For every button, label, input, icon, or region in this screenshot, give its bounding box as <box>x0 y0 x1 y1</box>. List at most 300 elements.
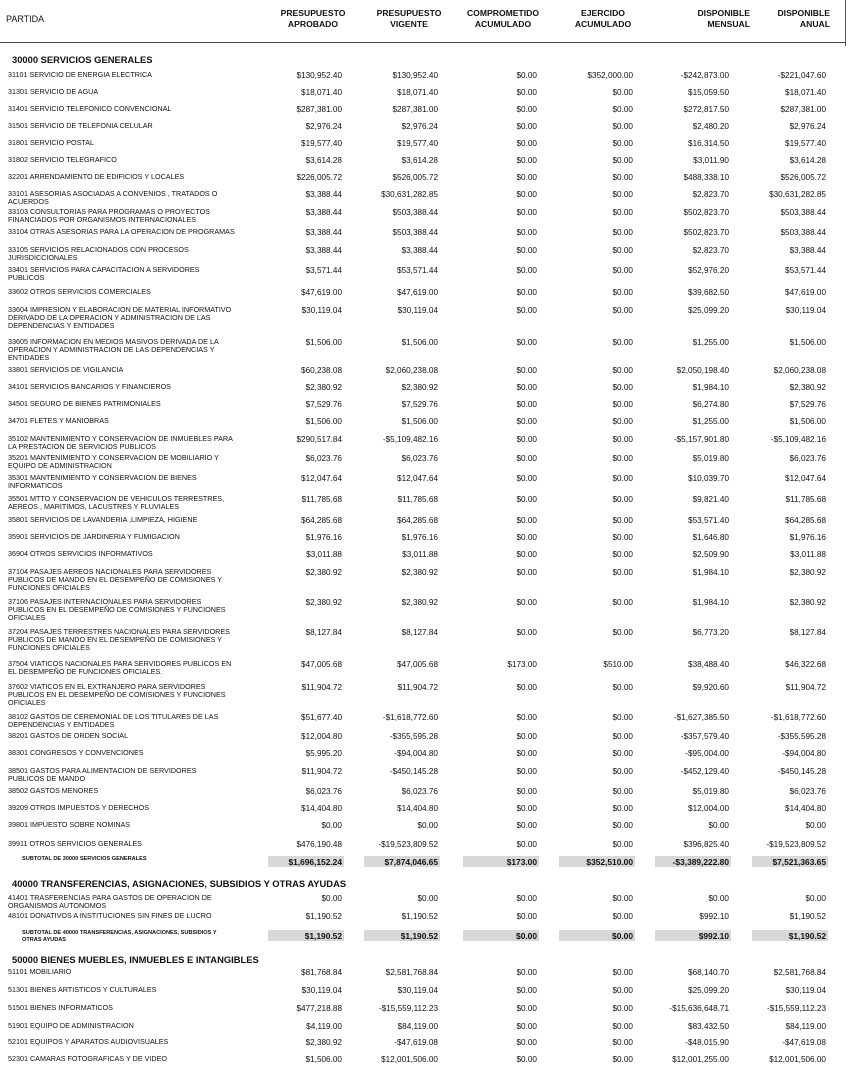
row-label: 35102 MANTENIMIENTO Y CONSERVACION DE INMUEBLES PARA LA PRESTACION DE SERVICIOS PUBLICOS <box>8 434 233 452</box>
vigente-cell: $2,976.24 <box>401 122 438 131</box>
comprometido-cell: $0.00 <box>516 338 537 347</box>
disponible-anual-cell: $3,388.44 <box>789 246 826 255</box>
row-label: 40000 TRANSFERENCIAS, ASIGNACIONES, SUBSIDIOS Y OTRAS AYUDAS <box>12 878 347 889</box>
ejercido-cell: $0.00 <box>612 767 633 776</box>
disponible-mensual-cell: $2,480.20 <box>692 122 729 131</box>
disponible-anual-cell: -$5,109,482.16 <box>770 435 826 444</box>
aprobado-cell: $51,677.40 <box>301 713 342 722</box>
aprobado-cell: $4,119.00 <box>306 1022 342 1031</box>
disponible-anual-cell: $0.00 <box>805 821 826 830</box>
vigente-cell: $503,388.44 <box>392 208 438 217</box>
disponible-anual-cell: $84,119.00 <box>785 1022 826 1031</box>
comprometido-cell: $0.00 <box>516 804 537 813</box>
comprometido-cell: $0.00 <box>516 821 537 830</box>
comprometido-cell: $0.00 <box>516 1004 537 1013</box>
ejercido-cell: $0.00 <box>612 568 633 577</box>
row-label: 51301 BIENES ARTISTICOS Y CULTURALES <box>8 985 157 994</box>
row-label: 37106 PASAJES INTERNACIONALES PARA SERVIDORES PUBLICOS EN EL DESEMPEÑO DE COMISIONES Y FUNCIONES OFICIALES <box>8 597 226 623</box>
aprobado-cell: $6,023.76 <box>305 787 342 796</box>
ejercido-cell: $0.00 <box>612 683 633 692</box>
disponible-mensual-cell: $10,039.70 <box>688 474 729 483</box>
comprometido-cell: $0.00 <box>516 516 537 525</box>
comprometido-cell: $0.00 <box>516 474 537 483</box>
disponible-mensual-cell: $992.10 <box>699 912 729 921</box>
aprobado-cell: $19,577.40 <box>301 139 342 148</box>
aprobado-cell: $0.00 <box>321 894 342 903</box>
ejercido-cell: $0.00 <box>612 139 633 148</box>
comprometido-cell: $0.00 <box>516 454 537 463</box>
disponible-anual-cell: -$94,004.80 <box>782 749 826 758</box>
row-label: 31101 SERVICIO DE ENERGIA ELECTRICA <box>8 70 152 79</box>
row-label: 38502 GASTOS MENORES <box>8 786 99 795</box>
disponible-mensual-cell: $39,682.50 <box>688 288 729 297</box>
header-presupuesto-vigente: PRESUPUESTO VIGENTE <box>376 8 442 29</box>
aprobado-cell: $130,952.40 <box>296 71 342 80</box>
vigente-cell: $3,614.28 <box>401 156 438 165</box>
vigente-cell: $2,380.92 <box>401 568 438 577</box>
vigente-cell: $12,001,506.00 <box>381 1055 438 1064</box>
vigente-cell: $30,119.04 <box>397 986 438 995</box>
aprobado-cell: $47,619.00 <box>301 288 342 297</box>
disponible-mensual-cell: $25,099.20 <box>688 306 729 315</box>
disponible-anual-cell: -$47,619.08 <box>782 1038 826 1047</box>
comprometido-cell: $0.00 <box>516 912 537 921</box>
disponible-anual-cell: $2,380.92 <box>789 383 826 392</box>
disponible-mensual-cell: -$15,636,648.71 <box>669 1004 729 1013</box>
disponible-anual-cell: -$450,145.28 <box>777 767 826 776</box>
row-label: 38501 GASTOS PARA ALIMENTACION DE SERVIDORES PUBLICOS DE MANDO <box>8 766 197 784</box>
comprometido-cell: $0.00 <box>516 568 537 577</box>
disponible-anual-cell: $503,388.44 <box>780 208 826 217</box>
vigente-cell: -$19,523,809.52 <box>378 840 438 849</box>
aprobado-cell: $1,190.52 <box>305 912 342 921</box>
ejercido-cell: $0.00 <box>612 1022 633 1031</box>
disponible-anual-cell: $2,380.92 <box>789 598 826 607</box>
row-label: 36904 OTROS SERVICIOS INFORMATIVOS <box>8 549 153 558</box>
comprometido-cell: $0.00 <box>516 732 537 741</box>
ejercido-cell: $0.00 <box>612 474 633 483</box>
row-label: 52101 EQUIPOS Y APARATOS AUDIOVISUALES <box>8 1037 169 1046</box>
disponible-anual-cell: $1,190.52 <box>789 912 826 921</box>
disponible-mensual-cell: -$1,627,385.50 <box>673 713 729 722</box>
ejercido-cell: $0.00 <box>612 732 633 741</box>
aprobado-cell: $7,529.76 <box>305 400 342 409</box>
vigente-cell: $64,285.68 <box>397 516 438 525</box>
vigente-cell: $8,127.84 <box>401 628 438 637</box>
aprobado-cell: $11,904.72 <box>301 767 342 776</box>
row-label: 35901 SERVICIOS DE JARDINERIA Y FUMIGACION <box>8 532 180 541</box>
ejercido-cell: $0.00 <box>612 986 633 995</box>
row-label: 50000 BIENES MUEBLES, INMUEBLES E INTANGIBLES <box>12 954 259 965</box>
comprometido-cell: $0.00 <box>516 383 537 392</box>
disponible-mensual-cell: $9,920.60 <box>692 683 729 692</box>
comprometido-cell: $0.00 <box>516 208 537 217</box>
ejercido-cell: $0.00 <box>612 156 633 165</box>
ejercido-cell: $0.00 <box>612 173 633 182</box>
vigente-cell: $287,381.00 <box>392 105 438 114</box>
aprobado-cell: $8,127.84 <box>305 628 342 637</box>
ejercido-cell: $0.00 <box>612 713 633 722</box>
comprometido-cell: $0.00 <box>516 749 537 758</box>
comprometido-cell: $0.00 <box>516 306 537 315</box>
disponible-mensual-cell: $2,050,198.40 <box>676 366 729 375</box>
row-label: 37504 VIATICOS NACIONALES PARA SERVIDORES PUBLICOS EN EL DESEMPEÑO DE FUNCIONES OFICIALES. <box>8 659 232 677</box>
disponible-mensual-cell: $12,004.00 <box>688 804 729 813</box>
ejercido-cell: $0.00 <box>612 266 633 275</box>
aprobado-cell: $1,506.00 <box>305 417 342 426</box>
row-label: 31501 SERVICIO DE TELEFONIA CELULAR <box>8 121 153 130</box>
disponible-anual-cell: $1,506.00 <box>789 338 826 347</box>
disponible-anual-cell: -$221,047.60 <box>777 71 826 80</box>
comprometido-cell: $0.00 <box>516 767 537 776</box>
ejercido-cell: $0.00 <box>612 787 633 796</box>
row-label: 34701 FLETES Y MANIOBRAS <box>8 416 109 425</box>
vigente-cell: $47,005.68 <box>397 660 438 669</box>
disponible-anual-cell: $7,529.76 <box>789 400 826 409</box>
disponible-anual-cell: $503,388.44 <box>780 228 826 237</box>
disponible-mensual-cell: $2,509.90 <box>692 550 729 559</box>
row-label: 33401 SERVICIOS PARA CAPACITACION A SERVIDORES PUBLICOS <box>8 265 200 283</box>
disponible-anual-cell: $47,619.00 <box>785 288 826 297</box>
vigente-cell: $30,631,282.85 <box>381 190 438 199</box>
ejercido-cell: $0.00 <box>612 931 633 941</box>
vigente-cell: $1,976.16 <box>401 533 438 542</box>
aprobado-cell: $3,388.44 <box>305 208 342 217</box>
aprobado-cell: $3,388.44 <box>305 228 342 237</box>
vigente-cell: $1,506.00 <box>401 338 438 347</box>
comprometido-cell: $0.00 <box>516 840 537 849</box>
row-label: 37104 PASAJES AEREOS NACIONALES PARA SERVIDORES PUBLICOS DE MANDO EN EL DESEMPEÑO DE COMISIONES Y FUNCIONES OFICIALES <box>8 567 223 593</box>
comprometido-cell: $173.00 <box>507 660 537 669</box>
row-label: 48101 DONATIVOS A INSTITUCIONES SIN FINES DE LUCRO <box>8 911 212 920</box>
ejercido-cell: $352,000.00 <box>587 71 633 80</box>
disponible-anual-cell: $30,631,282.85 <box>769 190 826 199</box>
disponible-mensual-cell: $502,823.70 <box>683 208 729 217</box>
comprometido-cell: $173.00 <box>506 857 537 867</box>
aprobado-cell: $30,119.04 <box>301 306 342 315</box>
comprometido-cell: $0.00 <box>516 931 537 941</box>
vigente-cell: $0.00 <box>417 821 438 830</box>
comprometido-cell: $0.00 <box>516 550 537 559</box>
ejercido-cell: $0.00 <box>612 208 633 217</box>
comprometido-cell: $0.00 <box>516 495 537 504</box>
disponible-anual-cell: $46,322.68 <box>785 660 826 669</box>
vigente-cell: $47,619.00 <box>397 288 438 297</box>
disponible-mensual-cell: $68,140.70 <box>688 968 729 977</box>
disponible-mensual-cell: $16,314.50 <box>688 139 729 148</box>
aprobado-cell: $1,506.00 <box>305 1055 342 1064</box>
aprobado-cell: $12,047.64 <box>301 474 342 483</box>
aprobado-cell: $6,023.76 <box>305 454 342 463</box>
disponible-mensual-cell: $15,059.50 <box>688 88 729 97</box>
ejercido-cell: $0.00 <box>612 288 633 297</box>
row-label: 33104 OTRAS ASESORIAS PARA LA OPERACION DE PROGRAMAS <box>8 227 235 236</box>
vigente-cell: $7,874,046.65 <box>384 857 438 867</box>
row-label: 31301 SERVICIO DE AGUA <box>8 87 99 96</box>
disponible-anual-cell: -$1,618,772.60 <box>770 713 826 722</box>
comprometido-cell: $0.00 <box>516 105 537 114</box>
vigente-cell: $1,190.52 <box>400 931 438 941</box>
disponible-anual-cell: $1,506.00 <box>789 417 826 426</box>
vigente-cell: $14,404.80 <box>397 804 438 813</box>
row-label: 30000 SERVICIOS GENERALES <box>12 54 153 65</box>
aprobado-cell: $60,238.08 <box>301 366 342 375</box>
vigente-cell: $11,785.68 <box>397 495 438 504</box>
ejercido-cell: $0.00 <box>612 912 633 921</box>
aprobado-cell: $3,614.28 <box>305 156 342 165</box>
aprobado-cell: $1,506.00 <box>305 338 342 347</box>
row-label: 51901 EQUIPO DE ADMINISTRACION <box>8 1021 134 1030</box>
ejercido-cell: $0.00 <box>612 246 633 255</box>
disponible-anual-cell: $2,380.92 <box>789 568 826 577</box>
ejercido-cell: $0.00 <box>612 804 633 813</box>
ejercido-cell: $0.00 <box>612 190 633 199</box>
disponible-mensual-cell: $1,646.80 <box>692 533 729 542</box>
row-label: 51101 MOBILIARIO <box>8 967 72 976</box>
comprometido-cell: $0.00 <box>516 246 537 255</box>
aprobado-cell: $1,696,152.24 <box>288 857 342 867</box>
disponible-anual-cell: $14,404.80 <box>785 804 826 813</box>
vigente-cell: $3,388.44 <box>401 246 438 255</box>
row-label: 31801 SERVICIO POSTAL <box>8 138 95 147</box>
disponible-mensual-cell: $53,571.40 <box>688 516 729 525</box>
aprobado-cell: $3,388.44 <box>305 190 342 199</box>
row-label: SUBTOTAL DE 40000 TRANSFERENCIAS, ASIGNACIONES, SUBSIDIOS Y OTRAS AYUDAS <box>22 930 217 943</box>
vigente-cell: $11,904.72 <box>397 683 438 692</box>
disponible-mensual-cell: $396,825.40 <box>683 840 729 849</box>
disponible-mensual-cell: $25,099.20 <box>688 986 729 995</box>
aprobado-cell: $18,071.40 <box>301 88 342 97</box>
vigente-cell: $12,047.64 <box>397 474 438 483</box>
aprobado-cell: $2,380.92 <box>305 1038 342 1047</box>
disponible-anual-cell: $2,581,768.84 <box>773 968 826 977</box>
comprometido-cell: $0.00 <box>516 435 537 444</box>
disponible-anual-cell: $1,190.52 <box>788 931 826 941</box>
ejercido-cell: $0.00 <box>612 628 633 637</box>
disponible-mensual-cell: $1,984.10 <box>692 568 729 577</box>
ejercido-cell: $0.00 <box>612 840 633 849</box>
ejercido-cell: $0.00 <box>612 228 633 237</box>
disponible-mensual-cell: $1,984.10 <box>692 383 729 392</box>
vigente-cell: $130,952.40 <box>392 71 438 80</box>
comprometido-cell: $0.00 <box>516 533 537 542</box>
header-disponible-mensual: DISPONIBLE MENSUAL <box>697 8 750 29</box>
comprometido-cell: $0.00 <box>516 894 537 903</box>
ejercido-cell: $0.00 <box>612 88 633 97</box>
disponible-mensual-cell: $3,011.90 <box>693 156 729 165</box>
disponible-anual-cell: $64,285.68 <box>785 516 826 525</box>
comprometido-cell: $0.00 <box>516 986 537 995</box>
disponible-anual-cell: $30,119.04 <box>785 986 826 995</box>
row-label: 38301 CONGRESOS Y CONVENCIONES <box>8 748 144 757</box>
row-label: 35501 MTTO Y CONSERVACION DE VEHICULOS TERRESTRES, AEREOS , MARITIMOS, LACUSTRES Y FLUVIALES <box>8 494 225 512</box>
disponible-mensual-cell: -$48,015.90 <box>685 1038 729 1047</box>
ejercido-cell: $0.00 <box>612 417 633 426</box>
aprobado-cell: $476,190.48 <box>296 840 342 849</box>
aprobado-cell: $11,785.68 <box>301 495 342 504</box>
vigente-cell: $1,190.52 <box>401 912 438 921</box>
vigente-cell: $53,571.44 <box>397 266 438 275</box>
disponible-anual-cell: -$15,559,112.23 <box>766 1004 826 1013</box>
ejercido-cell: $0.00 <box>612 366 633 375</box>
ejercido-cell: $0.00 <box>612 400 633 409</box>
ejercido-cell: $0.00 <box>612 894 633 903</box>
disponible-anual-cell: $3,614.28 <box>789 156 826 165</box>
aprobado-cell: $2,380.92 <box>305 383 342 392</box>
disponible-mensual-cell: $6,274.80 <box>692 400 729 409</box>
comprometido-cell: $0.00 <box>516 683 537 692</box>
row-label: 33602 OTROS SERVICIOS COMERCIALES <box>8 287 151 296</box>
disponible-mensual-cell: $2,823.70 <box>692 246 729 255</box>
aprobado-cell: $290,517.84 <box>296 435 342 444</box>
disponible-anual-cell: $6,023.76 <box>789 787 826 796</box>
comprometido-cell: $0.00 <box>516 88 537 97</box>
row-label: 51501 BIENES INFORMATICOS <box>8 1003 113 1012</box>
row-label: 33105 SERVICIOS RELACIONADOS CON PROCESOS JURISDICCIONALES <box>8 245 189 263</box>
aprobado-cell: $2,976.24 <box>305 122 342 131</box>
disponible-anual-cell: $7,521,363.65 <box>772 857 826 867</box>
comprometido-cell: $0.00 <box>516 1055 537 1064</box>
aprobado-cell: $477,218.88 <box>296 1004 342 1013</box>
ejercido-cell: $0.00 <box>612 516 633 525</box>
ejercido-cell: $0.00 <box>612 383 633 392</box>
aprobado-cell: $47,005.68 <box>301 660 342 669</box>
ejercido-cell: $0.00 <box>612 1038 633 1047</box>
comprometido-cell: $0.00 <box>516 628 537 637</box>
disponible-mensual-cell: $2,823.70 <box>692 190 729 199</box>
comprometido-cell: $0.00 <box>516 787 537 796</box>
comprometido-cell: $0.00 <box>516 1022 537 1031</box>
vigente-cell: $1,506.00 <box>401 417 438 426</box>
header-comprometido: COMPROMETIDO ACUMULADO <box>466 8 540 29</box>
row-label: 34101 SERVICIOS BANCARIOS Y FINANCIEROS <box>8 382 171 391</box>
row-label: 52301 CAMARAS FOTOGRAFICAS Y DE VIDEO <box>8 1054 167 1063</box>
row-label: 31802 SERVICIO TELEGRAFICO <box>8 155 117 164</box>
disponible-anual-cell: $3,011.88 <box>790 550 826 559</box>
ejercido-cell: $0.00 <box>612 598 633 607</box>
disponible-anual-cell: $11,785.68 <box>785 495 826 504</box>
row-label: 35301 MANTENIMIENTO Y CONSERVACION DE BIENES INFORMATICOS <box>8 473 197 491</box>
disponible-mensual-cell: -$3,389,222.80 <box>672 857 729 867</box>
vigente-cell: $18,071.40 <box>397 88 438 97</box>
aprobado-cell: $3,388.44 <box>305 246 342 255</box>
row-label: 35801 SERVICIOS DE LAVANDERIA ,LIMPIEZA, HIGIENE <box>8 515 198 524</box>
disponible-anual-cell: $18,071.40 <box>785 88 826 97</box>
aprobado-cell: $287,381.00 <box>296 105 342 114</box>
aprobado-cell: $3,571.44 <box>305 266 342 275</box>
comprometido-cell: $0.00 <box>516 71 537 80</box>
vigente-cell: $7,529.76 <box>401 400 438 409</box>
comprometido-cell: $0.00 <box>516 288 537 297</box>
ejercido-cell: $0.00 <box>612 495 633 504</box>
disponible-mensual-cell: $52,976.20 <box>688 266 729 275</box>
row-label: 41401 TRASFERENCIAS PARA GASTOS DE OPERACION DE ORGANISMOS AUTONOMOS <box>8 893 212 911</box>
vigente-cell: $3,011.88 <box>402 550 438 559</box>
row-label: 33605 INFORMACION EN MEDIOS MASIVOS DERIVADA DE LA OPERACION Y ADMINISTRACION DE LAS DEPENDENCIAS Y ENTIDADES <box>8 337 219 363</box>
row-label: 33101 ASESORIAS ASOCIADAS A CONVENIOS , TRATADOS O ACUERDOS <box>8 189 218 207</box>
disponible-anual-cell: $8,127.84 <box>789 628 826 637</box>
comprometido-cell: $0.00 <box>516 400 537 409</box>
disponible-mensual-cell: $12,001,255.00 <box>672 1055 729 1064</box>
row-label: 33103 CONSULTORIAS PARA PROGRAMAS O PROYECTOS FINANCIADOS POR ORGANISMOS INTERNACIONALES <box>8 207 210 225</box>
disponible-mensual-cell: $5,019.80 <box>692 787 729 796</box>
disponible-mensual-cell: -$242,873.00 <box>680 71 729 80</box>
comprometido-cell: $0.00 <box>516 228 537 237</box>
disponible-mensual-cell: $9,821.40 <box>692 495 729 504</box>
vigente-cell: $526,005.72 <box>392 173 438 182</box>
disponible-mensual-cell: $1,255.00 <box>692 417 729 426</box>
vigente-cell: -$47,619.08 <box>394 1038 438 1047</box>
vigente-cell: $2,380.92 <box>401 598 438 607</box>
disponible-mensual-cell: $1,255.00 <box>692 338 729 347</box>
vigente-cell: -$355,595.28 <box>389 732 438 741</box>
ejercido-cell: $0.00 <box>612 435 633 444</box>
vigente-cell: $30,119.04 <box>397 306 438 315</box>
vigente-cell: -$94,004.80 <box>394 749 438 758</box>
disponible-anual-cell: $30,119.04 <box>785 306 826 315</box>
row-label: 39209 OTROS IMPUESTOS Y DERECHOS <box>8 803 150 812</box>
aprobado-cell: $2,380.92 <box>305 598 342 607</box>
header-disponible-anual: DISPONIBLE ANUAL <box>777 8 830 29</box>
disponible-anual-cell: $1,976.16 <box>789 533 826 542</box>
row-label: 39911 OTROS SERVICIOS GENERALES <box>8 839 142 848</box>
header-presupuesto-aprobado: PRESUPUESTO APROBADO <box>280 8 346 29</box>
comprometido-cell: $0.00 <box>516 968 537 977</box>
row-label: 35201 MANTENIMIENTO Y CONSERVACION DE MOBILIARIO Y EQUIPO DE ADMINISTRACION <box>8 453 219 471</box>
aprobado-cell: $64,285.68 <box>301 516 342 525</box>
disponible-anual-cell: -$355,595.28 <box>777 732 826 741</box>
aprobado-cell: $0.00 <box>321 821 342 830</box>
disponible-anual-cell: $12,047.64 <box>785 474 826 483</box>
comprometido-cell: $0.00 <box>516 122 537 131</box>
row-label: 37602 VIATICOS EN EL EXTRANJERO PARA SERVIDORES PUBLICOS EN EL DESEMPEÑO DE COMISIONES Y FUNCIONES OFICIALES <box>8 682 226 708</box>
ejercido-cell: $0.00 <box>612 821 633 830</box>
vigente-cell: -$450,145.28 <box>389 767 438 776</box>
disponible-anual-cell: $53,571.44 <box>785 266 826 275</box>
aprobado-cell: $226,005.72 <box>296 173 342 182</box>
row-label: 37204 PASAJES TERRESTRES NACIONALES PARA SERVIDORES PUBLICOS DE MANDO EN EL DESEMPEÑO DE COMISIONES Y FUNCIONES OFICIALES <box>8 627 230 653</box>
row-label: 39801 IMPUESTO SOBRE NOMINAS <box>8 820 131 829</box>
ejercido-cell: $0.00 <box>612 338 633 347</box>
vigente-cell: $503,388.44 <box>392 228 438 237</box>
vigente-cell: $0.00 <box>417 894 438 903</box>
disponible-mensual-cell: $1,984.10 <box>692 598 729 607</box>
disponible-mensual-cell: $502,823.70 <box>683 228 729 237</box>
aprobado-cell: $1,976.16 <box>305 533 342 542</box>
comprometido-cell: $0.00 <box>516 1038 537 1047</box>
ejercido-cell: $0.00 <box>612 1055 633 1064</box>
ejercido-cell: $0.00 <box>612 122 633 131</box>
disponible-mensual-cell: $38,488.40 <box>688 660 729 669</box>
disponible-anual-cell: $12,001,506.00 <box>769 1055 826 1064</box>
disponible-anual-cell: $526,005.72 <box>780 173 826 182</box>
disponible-mensual-cell: $0.00 <box>708 821 729 830</box>
disponible-mensual-cell: $83,432.50 <box>688 1022 729 1031</box>
header-ejercido: EJERCIDO ACUMULADO <box>574 8 632 29</box>
aprobado-cell: $12,004.80 <box>301 732 342 741</box>
disponible-mensual-cell: $6,773.20 <box>692 628 729 637</box>
header-partida: PARTIDA <box>6 14 45 24</box>
aprobado-cell: $3,011.88 <box>306 550 342 559</box>
comprometido-cell: $0.00 <box>516 366 537 375</box>
comprometido-cell: $0.00 <box>516 139 537 148</box>
row-label: SUBTOTAL DE 30000 SERVICIOS GENERALES <box>22 856 147 862</box>
comprometido-cell: $0.00 <box>516 190 537 199</box>
comprometido-cell: $0.00 <box>516 417 537 426</box>
disponible-mensual-cell: $5,019.80 <box>692 454 729 463</box>
disponible-anual-cell: $19,577.40 <box>785 139 826 148</box>
comprometido-cell: $0.00 <box>516 266 537 275</box>
